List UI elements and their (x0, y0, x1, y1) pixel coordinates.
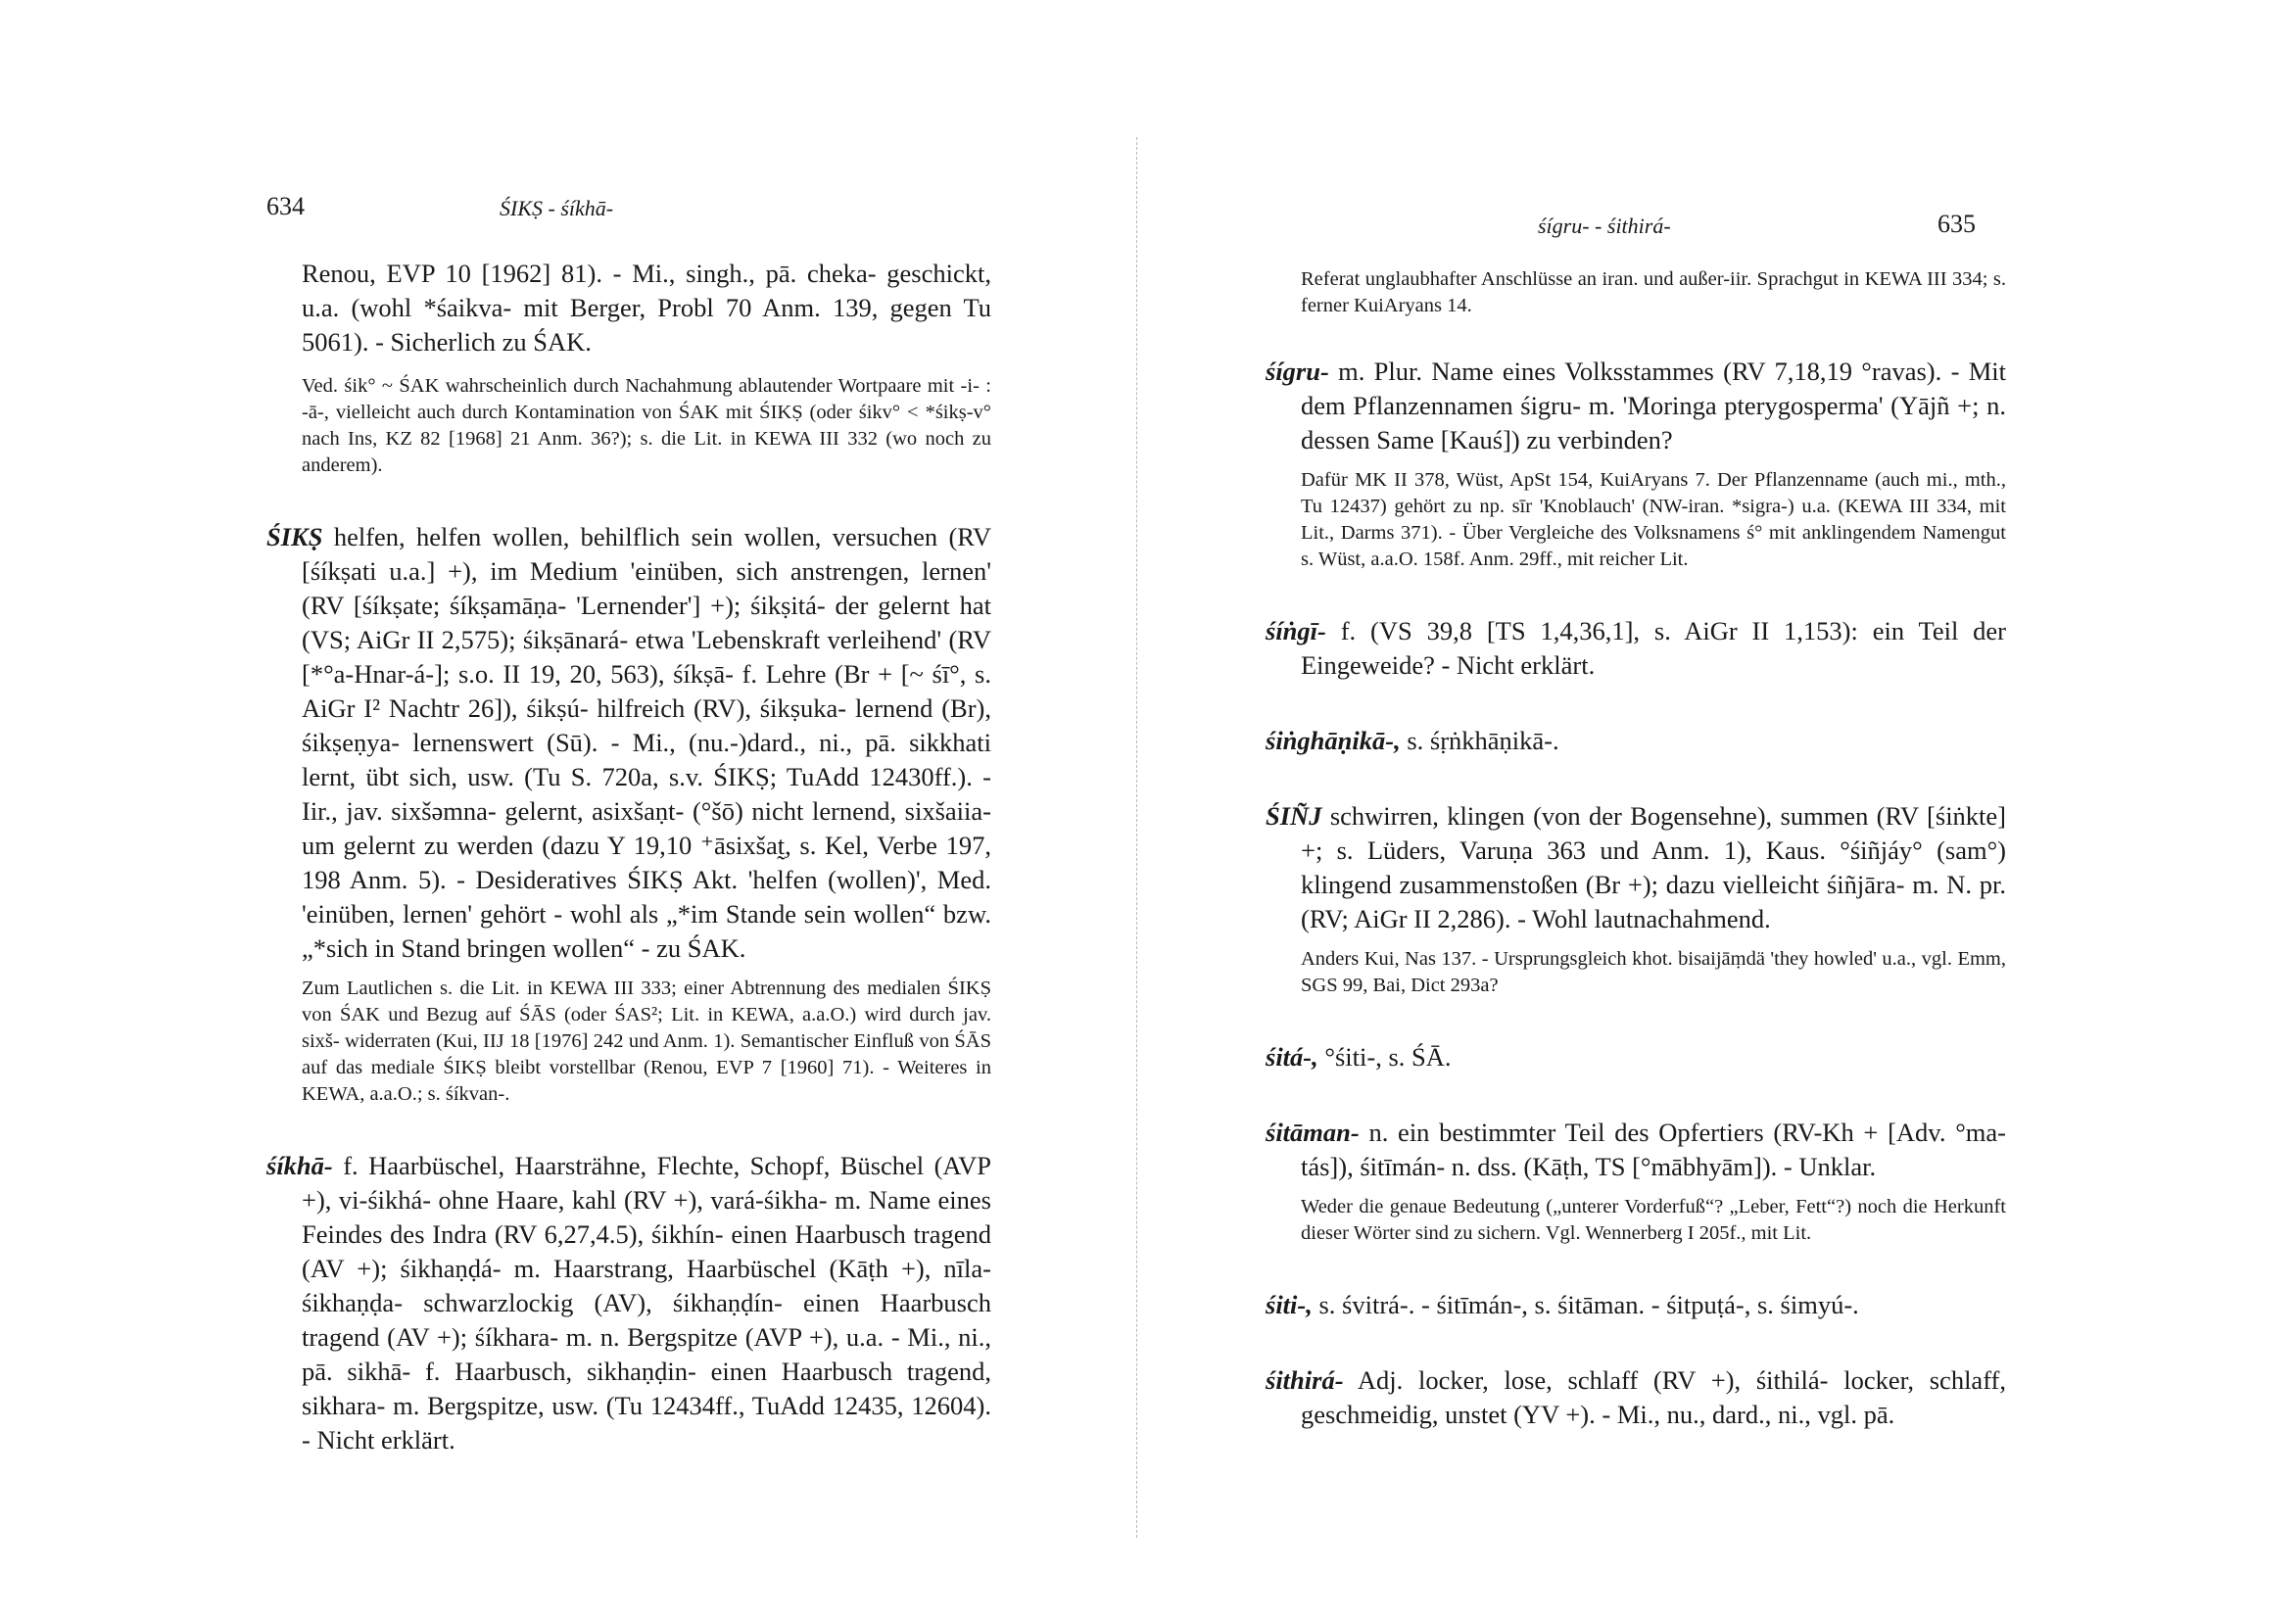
page-number: 635 (1937, 210, 1976, 238)
note-paragraph: Anders Kui, Nas 137. - Ursprungsgleich khot. bisaijāṃdä 'they howled' u.a., vgl. Emm, SGS 99, Bai, Dict 293a? (1301, 948, 2006, 996)
entry-body: °śiti-, s. ŚĀ. (1324, 1042, 1452, 1072)
left-page (0, 0, 1136, 1622)
headword: śiti-, (1266, 1290, 1313, 1319)
headword: śígru- (1266, 357, 1329, 386)
entry-body: Adj. locker, lose, schlaff (RV +), śithilá- locker, schlaff, geschmeidig, unstet (YV +). - Mi., nu., dard., ni., vgl. pā. (1301, 1365, 2006, 1429)
spacer (1266, 706, 2006, 724)
note-paragraph: Ved. śik° ~ ŚAK wahrscheinlich durch Nachahmung ablautender Wortpaare mit -i- : -ā-, vielleicht auch durch Kontamination von ŚAK mit ŚIKṢ (oder śikv° < *śikṣ-v° nach Ins, KZ 82 [1968] 21 Anm. 36?); s. die Lit. in KEWA III 332 (wo noch zu anderem). (302, 375, 991, 476)
note-paragraph: Dafür MK II 378, Wüst, ApSt 154, KuiAryans 7. Der Pflanzenname (auch mi., mth., Tu 12437) gehört zu np. sīr 'Knoblauch' (NW-iran. *sigra-) u.a. (KEWA III 334, mit Lit., Darms 371). - Über Vergleiche des Volksnamens ś° mit anklingendem Namengut s. Wüst, a.a.O. 158f. Anm. 29ff., mit reicher Lit. (1301, 469, 2006, 570)
note-paragraph: Referat unglaubhafter Anschlüsse an iran. und außer-iir. Sprachgut in KEWA III 334; s. ferner KuiAryans 14. (1301, 268, 2006, 316)
dictionary-entry (1266, 1363, 2006, 1432)
entry-body: m. Plur. Name eines Volksstammes (RV 7,18,19 °ravas). - Mit dem Pflanzennamen śigru- m. 'Moringa pterygosperma' (Yājñ +; n. dessen Same [Kauś]) zu verbinden? (1301, 357, 2006, 454)
headword: śiṅghāṇikā-, (1266, 726, 1401, 755)
spacer (1266, 782, 2006, 799)
dictionary-entry (1266, 799, 2006, 936)
running-head: śígru- - śithirá- (1538, 214, 1671, 238)
dictionary-entry (1266, 1116, 2006, 1184)
page-number: 634 (266, 192, 305, 220)
dictionary-entry (1266, 1040, 2006, 1074)
dictionary-entry (266, 520, 991, 966)
spacer (1266, 1346, 2006, 1363)
note-paragraph: Zum Lautlichen s. die Lit. in KEWA III 333; einer Abtrennung des medialen ŚIKṢ von ŚAK und Bezug auf ŚĀS (oder ŚAS²; Lit. in KEWA, a.a.O.) wird durch jav. sixš- widerraten (Kui, IIJ 18 [1976] 242 und Anm. 1). Semantischer Einfluß von ŚĀS auf das mediale ŚIKṢ bleibt vorstellbar (Renou, EVP 7 [1960] 71). - Weiteres in KEWA, a.a.O.; s. śíkvan-. (302, 978, 991, 1105)
continuation-text: Renou, EVP 10 [1962] 81). - Mi., singh., pā. cheka- geschickt, u.a. (wohl *śaikva- mit Berger, Probl 70 Anm. 139, gegen Tu 5061). - Sicherlich zu ŚAK. (302, 259, 991, 357)
headword: śitāman- (1266, 1118, 1360, 1147)
dictionary-entry (1266, 1288, 2006, 1322)
dictionary-entry (266, 1149, 991, 1457)
entry-body: f. (VS 39,8 [TS 1,4,36,1], s. AiGr II 1,153): ein Teil der Eingeweide? - Nicht erklärt. (1301, 616, 2007, 680)
dictionary-entry (1266, 355, 2006, 457)
dictionary-entry (1266, 614, 2006, 683)
headword: śitá-, (1266, 1042, 1318, 1072)
headword: śíkhā- (266, 1151, 333, 1180)
entry-body: s. śṛṅkhāṇikā-. (1407, 726, 1559, 755)
headword: śíṅgī- (1266, 616, 1326, 645)
headword: ŚIÑJ (1266, 801, 1322, 831)
dictionary-entry (1266, 724, 2006, 758)
headword: ŚIKṢ (266, 522, 323, 551)
spacer (1266, 1098, 2006, 1116)
entry-body: s. śvitrá-. - śitīmán-, s. śitāman. - śitpuṭá-, s. śimyú-. (1318, 1290, 1859, 1319)
headword: śithirá- (1266, 1365, 1344, 1395)
entry-body: n. ein bestimmter Teil des Opfertiers (RV-Kh + [Adv. °ma-tás]), śitīmán- n. dss. (Kāṭh, TS [°mābhyām]). - Unklar. (1301, 1118, 2006, 1181)
running-head: ŚIKṢ - śíkhā- (500, 196, 614, 220)
text-column (1266, 266, 2006, 1455)
entry-body: schwirren, klingen (von der Bogensehne), summen (RV [śiṅkte] +; s. Lüders, Varuṇa 363 und Anm. 1), Kaus. °śiñjáy° (sam°) klingend zusammenstoßen (Br +); dazu vielleicht śiñjāra- m. N. pr. (RV; AiGr II 2,286). - Wohl lautnachahmend. (1301, 801, 2007, 933)
continuation-paragraph (266, 257, 991, 359)
entry-body: f. Haarbüschel, Haarsträhne, Flechte, Schopf, Büschel (AVP +), vi-śikhá- ohne Haare, kahl (RV +), vará-śikha- m. Name eines Feindes des Indra (RV 6,27,4.5), śikhín- einen Haarbusch tragend (AV +); śikhaṇḍá- m. Haarstrang, Haarbüschel (Kāṭh +), nīla-śikhaṇḍa- schwarzlockig (AV), śikhaṇḍín- einen Haarbusch tragend (AV +); śíkhara- m. n. Bergspitze (AVP +), u.a. - Mi., ni., pā. sikhā- f. Haarbusch, sikhaṇḍin- einen Haarbusch tragend, sikhara- m. Bergspitze, usw. (Tu 12434ff., TuAdd 12435, 12604). - Nicht erklärt. (302, 1151, 992, 1455)
right-page (1136, 0, 2296, 1622)
entry-body: helfen, helfen wollen, behilflich sein wollen, versuchen (RV [śíkṣati u.a.] +), im Medium 'einüben, sich anstrengen, lernen' (RV [śíkṣate; śíkṣamāṇa- 'Lernender'] +); śikṣitá- der gelernt hat (VS; AiGr II 2,575); śikṣānará- etwa 'Lebenskraft verleihend' (RV [*°a-Hnar-á-]; s.o. II 19, 20, 563), śíkṣā- f. Lehre (Br + [~ śī°, s. AiGr I² Nachtr 26]), śikṣú- hilfreich (RV), śikṣuka- lernend (Br), śikṣeṇya- lernenswert (Sū). - Mi., (nu.-)dard., ni., pā. sikkhati lernt, übt sich, usw. (Tu S. 720a, s.v. ŚIKṢ; TuAdd 12430ff.). - Iir., jav. sixšəmna- gelernt, asixšaṇt- (°šō) nicht lernend, sixšaiia- um gelernt zu werden (dazu Y 19,10 ⁺āsixšat̰, s. Kel, Verbe 197, 198 Anm. 5). - Desideratives ŚIKṢ Akt. 'helfen (wollen)', Med. 'einüben, lernen' gehört - wohl als „*im Stande sein wollen“ bzw. „*sich in Stand bringen wollen“ - zu ŚAK. (302, 522, 991, 963)
note-paragraph: Weder die genaue Bedeutung („unterer Vorderfuß“? „Leber, Fett“?) noch die Herkunft dieser Wörter sind zu sichern. Vgl. Wennerberg I 205f., mit Lit. (1301, 1196, 2006, 1244)
text-column (266, 257, 991, 1481)
